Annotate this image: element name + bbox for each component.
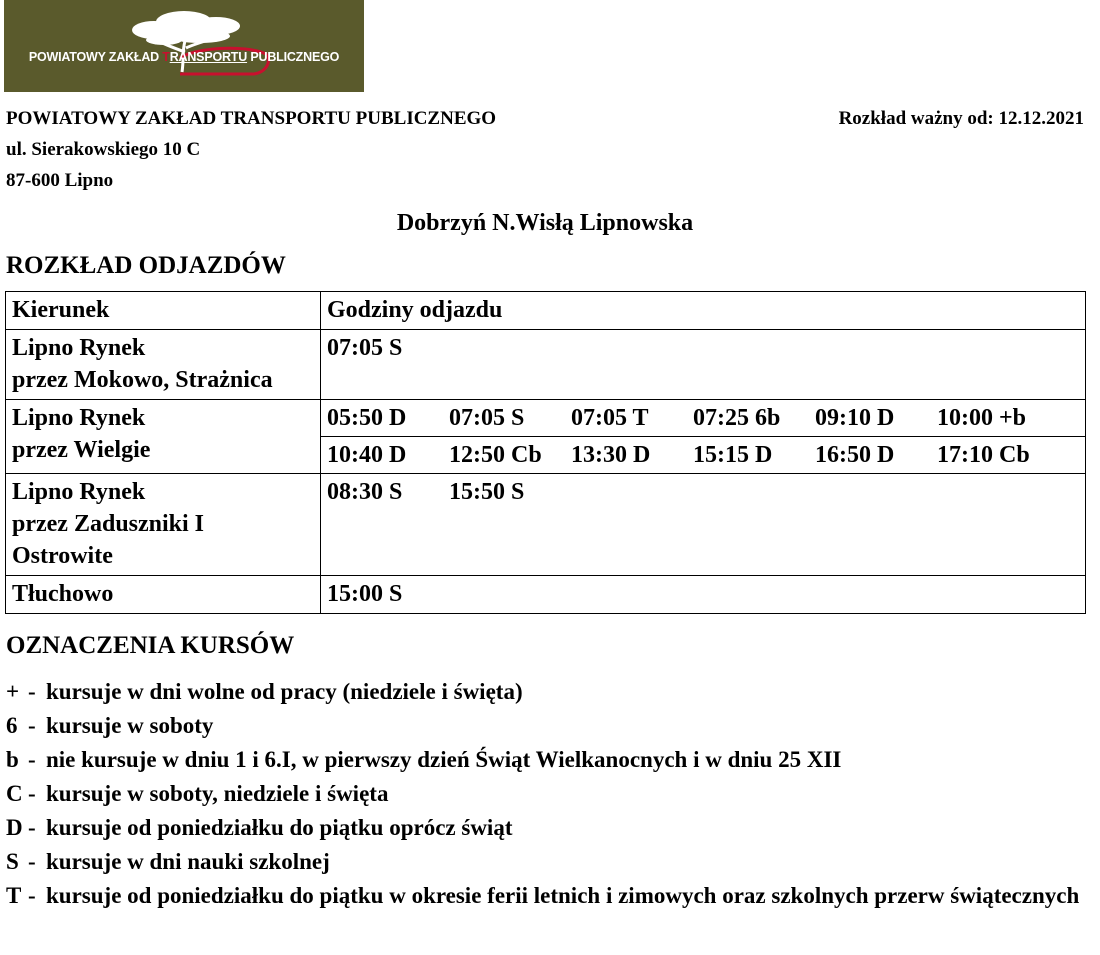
legend-code: T — [6, 883, 22, 908]
legend-description: kursuje od poniedziałku do piątku oprócz świąt — [46, 815, 513, 840]
company-logo — [4, 0, 364, 92]
org-name: POWIATOWY ZAKŁAD TRANSPORTU PUBLICZNEGO — [6, 108, 497, 129]
legend-separator: - — [28, 747, 36, 772]
departure-time: 12:50 Cb — [449, 442, 542, 468]
departure-time: 07:25 6b — [693, 405, 781, 431]
departure-time: 09:10 D — [815, 405, 895, 431]
departure-time: 08:30 S — [327, 479, 403, 505]
logo-text: POWIATOWY ZAKŁAD TRANSPORTU PUBLICZNEGO — [28, 50, 340, 64]
legend-description: kursuje w dni nauki szkolnej — [46, 849, 330, 874]
times-cell — [321, 474, 1086, 576]
legend-title: OZNACZENIA KURSÓW — [6, 632, 295, 659]
timetable-title: ROZKŁAD ODJAZDÓW — [6, 252, 286, 279]
col-direction-header: Kierunek — [6, 292, 321, 330]
times-line — [321, 330, 1085, 366]
timetable-row — [6, 576, 1086, 614]
legend-description: kursuje w soboty, niedziele i święta — [46, 781, 389, 806]
stop-name: Dobrzyń N.Wisłą Lipnowska — [396, 210, 694, 236]
legend-list — [6, 675, 1086, 913]
direction-cell — [6, 330, 321, 400]
legend-code: + — [6, 679, 20, 704]
legend-code: 6 — [6, 713, 18, 738]
org-city: 87-600 Lipno — [6, 170, 114, 191]
direction-line: przez Zaduszniki I — [12, 511, 205, 537]
legend-item — [6, 709, 1086, 743]
timetable-row — [6, 330, 1086, 400]
departure-time: 05:50 D — [327, 405, 407, 431]
legend-description: kursuje od poniedziałku do piątku w okresie ferii letnich i zimowych oraz szkolnych przerw świątecznych — [46, 883, 1080, 908]
legend-code: b — [6, 747, 19, 772]
legend-item — [6, 879, 1086, 913]
direction-line: Lipno Rynek — [12, 405, 146, 431]
legend-code: D — [6, 815, 23, 840]
departure-time: 13:30 D — [571, 442, 651, 468]
org-street: ul. Sierakowskiego 10 C — [6, 139, 201, 160]
legend-item — [6, 811, 1086, 845]
timetable-row — [6, 400, 1086, 474]
legend-separator: - — [28, 713, 36, 738]
times-line — [321, 474, 1085, 510]
times-cell — [321, 576, 1086, 614]
legend-separator: - — [28, 849, 36, 874]
direction-cell — [6, 474, 321, 576]
legend-separator: - — [28, 781, 36, 806]
direction-line: Tłuchowo — [12, 581, 114, 607]
legend-item — [6, 675, 1086, 709]
legend-description: kursuje w dni wolne od pracy (niedziele i święta) — [46, 679, 523, 704]
departure-time: 15:15 D — [693, 442, 773, 468]
legend-description: kursuje w soboty — [46, 713, 214, 738]
direction-line: Ostrowite — [12, 543, 113, 569]
legend-item — [6, 845, 1086, 879]
direction-line: Lipno Rynek — [12, 335, 146, 361]
timetable-row — [6, 474, 1086, 576]
times-cell — [321, 400, 1086, 474]
legend-item — [6, 777, 1086, 811]
direction-line: przez Mokowo, Strażnica — [12, 367, 273, 393]
legend-separator: - — [28, 883, 36, 908]
times-line — [321, 400, 1085, 436]
departure-time: 10:40 D — [327, 442, 407, 468]
times-cell — [321, 330, 1086, 400]
departure-time: 15:00 S — [327, 581, 403, 607]
direction-line: Lipno Rynek — [12, 479, 146, 505]
departure-time: 07:05 S — [327, 335, 403, 361]
timetable — [5, 291, 1086, 614]
departure-time: 07:05 S — [449, 405, 525, 431]
departure-time: 07:05 T — [571, 405, 649, 431]
times-line — [321, 436, 1085, 473]
legend-code: S — [6, 849, 19, 874]
timetable-body — [6, 330, 1086, 614]
departure-time: 10:00 +b — [937, 405, 1027, 431]
col-times-header: Godziny odjazdu — [321, 292, 1086, 330]
legend-description: nie kursuje w dniu 1 i 6.I, w pierwszy dzień Świąt Wielkanocnych i w dniu 25 XII — [46, 747, 842, 772]
timetable-header-row — [6, 292, 1086, 330]
legend-separator: - — [28, 815, 36, 840]
departure-time: 16:50 D — [815, 442, 895, 468]
times-line — [321, 576, 1085, 612]
departure-time: 17:10 Cb — [937, 442, 1030, 468]
valid-from: Rozkład ważny od: 12.12.2021 — [838, 108, 1084, 129]
tree-logo-icon — [4, 0, 364, 92]
legend-separator: - — [28, 679, 36, 704]
legend-item — [6, 743, 1086, 777]
departure-time: 15:50 S — [449, 479, 525, 505]
legend-code: C — [6, 781, 23, 806]
direction-cell — [6, 576, 321, 614]
direction-cell — [6, 400, 321, 474]
direction-line: przez Wielgie — [12, 437, 151, 463]
